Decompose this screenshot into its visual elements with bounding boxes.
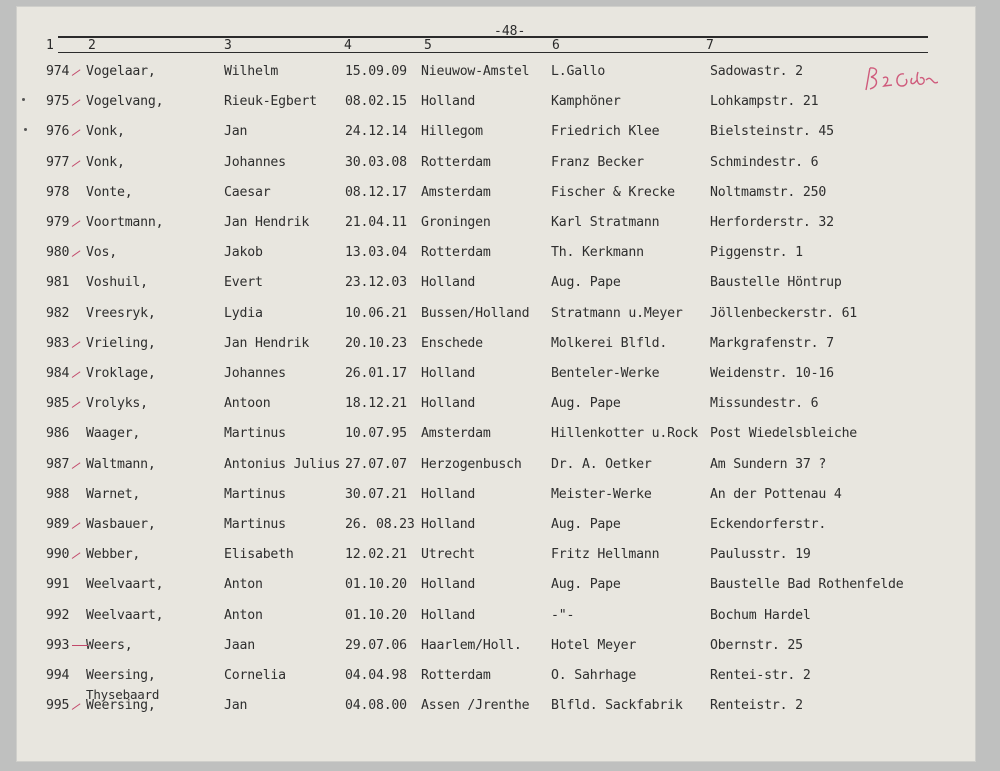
cell-employer: Aug. Pape [551, 396, 621, 412]
cell-birth-date: 12.02.21 [345, 547, 407, 563]
cell-given-name: Evert [224, 275, 263, 291]
cell-row-number: 989 [46, 517, 70, 532]
red-check-mark [72, 341, 81, 348]
cell-row-number: 978 [46, 184, 70, 200]
cell-surname-note: Thysebaard [86, 687, 160, 703]
table-row [16, 307, 976, 337]
cell-birth-date: 24.12.14 [345, 124, 407, 140]
cell-birth-date: 10.07.95 [345, 426, 407, 442]
cell-birthplace: Holland [421, 607, 476, 623]
cell-given-name: Wilhelm [224, 64, 279, 79]
cell-surname: Wasbauer, [86, 517, 156, 532]
cell-surname: Voortmann, [86, 215, 164, 230]
table-row [16, 276, 976, 306]
column-header-4: 4 [344, 38, 352, 53]
cell-surname: Vos, [86, 245, 117, 261]
cell-employer: Fritz Hellmann [551, 547, 660, 563]
table-row [16, 186, 976, 216]
cell-address: Baustelle Höntrup [710, 275, 842, 291]
cell-employer: Th. Kerkmann [551, 245, 644, 261]
cell-employer: Dr. A. Oetker [551, 456, 652, 472]
cell-surname: Voshuil, [86, 275, 148, 291]
table-row [16, 125, 976, 155]
cell-row-number: 979 [46, 215, 70, 230]
cell-row-number: 981 [46, 275, 70, 291]
cell-birth-date: 10.06.21 [345, 305, 407, 321]
cell-birthplace: Nieuwow-Amstel [421, 64, 530, 79]
cell-address: Weidenstr. 10-16 [710, 366, 834, 381]
cell-given-name: Martinus [224, 517, 286, 532]
cell-address: Bochum Hardel [710, 607, 811, 623]
cell-birthplace: Holland [421, 577, 476, 593]
cell-birthplace: Holland [421, 396, 476, 412]
cell-row-number: 974 [46, 64, 70, 79]
cell-surname: Vogelvang, [86, 94, 164, 110]
cell-birthplace: Holland [421, 275, 476, 291]
column-header-2: 2 [88, 38, 96, 53]
cell-given-name: Johannes [224, 366, 286, 381]
cell-surname: Vroklage, [86, 366, 156, 381]
cell-employer: -"- [551, 607, 575, 623]
cell-surname: Vrolyks, [86, 396, 148, 412]
cell-birth-date: 26.01.17 [345, 366, 407, 381]
red-check-mark [72, 704, 81, 711]
cell-employer: Aug. Pape [551, 577, 621, 593]
cell-employer: Molkerei Blfld. [551, 335, 668, 351]
cell-address: Jöllenbeckerstr. 61 [710, 305, 858, 321]
red-check-mark [72, 402, 81, 409]
cell-address: Am Sundern 37 ? [710, 456, 827, 472]
cell-birth-date: 27.07.07 [345, 456, 407, 472]
table-row [16, 397, 976, 427]
cell-address: Eckendorferstr. [710, 517, 827, 532]
document-sheet [16, 6, 976, 762]
cell-given-name: Jan Hendrik [224, 215, 310, 230]
red-check-mark [72, 462, 81, 469]
cell-given-name: Johannes [224, 154, 286, 170]
red-check-mark [72, 371, 81, 378]
cell-row-number: 988 [46, 486, 70, 502]
cell-given-name: Caesar [224, 184, 271, 200]
red-check-mark [72, 69, 81, 76]
cell-birthplace: Hillegom [421, 124, 483, 140]
cell-given-name: Jaan [224, 637, 255, 653]
cell-row-number: 982 [46, 305, 70, 321]
cell-birthplace: Holland [421, 94, 476, 110]
cell-surname: Weersing, [86, 668, 156, 683]
table-row [16, 669, 976, 699]
cell-address: Sadowastr. 2 [710, 64, 803, 79]
column-header-3: 3 [224, 38, 232, 53]
cell-birth-date: 15.09.09 [345, 64, 407, 79]
cell-address: Baustelle Bad Rothenfelde [710, 577, 904, 593]
cell-row-number: 990 [46, 547, 70, 563]
cell-employer: Fischer & Krecke [551, 184, 675, 200]
cell-row-number: 992 [46, 607, 70, 623]
cell-given-name: Antoon [224, 396, 271, 412]
cell-surname: Vonte, [86, 184, 133, 200]
table-row [16, 246, 976, 276]
cell-employer: Friedrich Klee [551, 124, 660, 140]
cell-address: Obernstr. 25 [710, 637, 803, 653]
table-row [16, 548, 976, 578]
column-header-5: 5 [424, 38, 432, 53]
cell-given-name: Jan [224, 698, 248, 714]
cell-surname: Vonk, [86, 154, 125, 170]
cell-surname: Waltmann, [86, 456, 156, 472]
cell-employer: Blfld. Sackfabrik [551, 698, 683, 714]
cell-birth-date: 01.10.20 [345, 607, 407, 623]
red-check-mark [72, 522, 81, 529]
cell-given-name: Antonius Julius [224, 456, 341, 472]
red-check-mark [72, 130, 81, 137]
cell-given-name: Cornelia [224, 668, 286, 683]
cell-row-number: 993 [46, 637, 70, 653]
table-row [16, 578, 976, 608]
column-header-7: 7 [706, 38, 714, 53]
cell-given-name: Jakob [224, 245, 263, 261]
cell-employer: Karl Stratmann [551, 215, 660, 230]
cell-surname: Vreesryk, [86, 305, 156, 321]
column-header-1: 1 [46, 38, 54, 53]
cell-row-number: 984 [46, 366, 70, 381]
cell-employer: Aug. Pape [551, 517, 621, 532]
cell-row-number: 995 [46, 698, 70, 714]
cell-surname: Warnet, [86, 486, 141, 502]
cell-surname: Weers, [86, 637, 133, 653]
cell-employer: Stratmann u.Meyer [551, 305, 683, 321]
table-row [16, 95, 976, 125]
table-row [16, 639, 976, 669]
cell-employer: Benteler-Werke [551, 366, 660, 381]
cell-given-name: Jan [224, 124, 248, 140]
cell-birth-date: 04.04.98 [345, 668, 407, 683]
table-row [16, 156, 976, 186]
cell-address: Schmindestr. 6 [710, 154, 819, 170]
cell-address: An der Pottenau 4 [710, 486, 842, 502]
cell-row-number: 983 [46, 335, 70, 351]
cell-employer: O. Sahrhage [551, 668, 637, 683]
cell-birth-date: 29.07.06 [345, 637, 407, 653]
cell-birth-date: 01.10.20 [345, 577, 407, 593]
cell-birth-date: 08.12.17 [345, 184, 407, 200]
cell-birth-date: 13.03.04 [345, 245, 407, 261]
cell-row-number: 976 [46, 124, 70, 140]
table-row [16, 609, 976, 639]
cell-given-name: Jan Hendrik [224, 335, 310, 351]
cell-birthplace: Rotterdam [421, 245, 491, 261]
cell-row-number: 987 [46, 456, 70, 472]
table-row [16, 65, 976, 95]
cell-birthplace: Utrecht [421, 547, 476, 563]
cell-address: Markgrafenstr. 7 [710, 335, 834, 351]
cell-surname: Vrieling, [86, 335, 156, 351]
cell-employer: Hotel Meyer [551, 637, 637, 653]
header-bottom-rule [58, 52, 928, 53]
red-dash-mark [72, 645, 88, 646]
cell-employer: Meister-Werke [551, 486, 652, 502]
table-row [16, 488, 976, 518]
cell-given-name: Anton [224, 607, 263, 623]
cell-birthplace: Holland [421, 366, 476, 381]
cell-birthplace: Amsterdam [421, 184, 491, 200]
cell-birth-date: 08.02.15 [345, 94, 407, 110]
cell-birthplace: Bussen/Holland [421, 305, 530, 321]
cell-surname: Weersing, [86, 698, 156, 714]
cell-birthplace: Rotterdam [421, 154, 491, 170]
cell-surname: Vogelaar, [86, 64, 156, 79]
cell-birth-date: 30.03.08 [345, 154, 407, 170]
cell-address: Noltmamstr. 250 [710, 184, 827, 200]
table-row [16, 458, 976, 488]
cell-birthplace: Haarlem/Holl. [421, 637, 522, 653]
cell-birthplace: Enschede [421, 335, 483, 351]
cell-employer: L.Gallo [551, 64, 606, 79]
cell-birth-date: 30.07.21 [345, 486, 407, 502]
cell-birth-date: 18.12.21 [345, 396, 407, 412]
table-row [16, 337, 976, 367]
cell-given-name: Lydia [224, 305, 263, 321]
cell-employer: Franz Becker [551, 154, 644, 170]
cell-given-name: Rieuk-Egbert [224, 94, 317, 110]
cell-address: Renteistr. 2 [710, 698, 803, 714]
cell-birth-date: 20.10.23 [345, 335, 407, 351]
cell-surname: Webber, [86, 547, 141, 563]
header-top-rule [58, 36, 928, 38]
cell-surname: Waager, [86, 426, 141, 442]
cell-given-name: Elisabeth [224, 547, 294, 563]
cell-row-number: 977 [46, 154, 70, 170]
cell-surname: Weelvaart, [86, 607, 164, 623]
cell-row-number: 975 [46, 94, 70, 110]
cell-employer: Aug. Pape [551, 275, 621, 291]
cell-birth-date: 21.04.11 [345, 215, 407, 230]
cell-address: Piggenstr. 1 [710, 245, 803, 261]
cell-row-number: 985 [46, 396, 70, 412]
cell-row-number: 986 [46, 426, 70, 442]
cell-birthplace: Assen /Jrenthe [421, 698, 530, 714]
cell-employer: Kamphöner [551, 94, 621, 110]
red-check-mark [72, 160, 81, 167]
table-row [16, 427, 976, 457]
cell-birthplace: Groningen [421, 215, 491, 230]
cell-row-number: 991 [46, 577, 70, 593]
cell-surname: Weelvaart, [86, 577, 164, 593]
cell-birthplace: Holland [421, 517, 476, 532]
cell-birthplace: Herzogenbusch [421, 456, 522, 472]
red-check-mark [72, 251, 81, 258]
cell-address: Lohkampstr. 21 [710, 94, 819, 110]
page-number: -48- [494, 24, 526, 39]
cell-birth-date: 04.08.00 [345, 698, 407, 714]
red-check-mark [72, 100, 81, 107]
cell-birthplace: Holland [421, 486, 476, 502]
cell-birthplace: Rotterdam [421, 668, 491, 683]
cell-address: Bielsteinstr. 45 [710, 124, 834, 140]
cell-address: Rentei-str. 2 [710, 668, 811, 683]
cell-given-name: Martinus [224, 486, 286, 502]
table-row [16, 216, 976, 246]
cell-surname: Vonk, [86, 124, 125, 140]
red-check-mark [72, 220, 81, 227]
cell-row-number: 980 [46, 245, 70, 261]
cell-employer: Hillenkotter u.Rock [551, 426, 699, 442]
red-check-mark [72, 553, 81, 560]
cell-address: Herforderstr. 32 [710, 215, 834, 230]
table-row [16, 687, 976, 729]
cell-address: Post Wiedelsbleiche [710, 426, 858, 442]
cell-address: Paulusstr. 19 [710, 547, 811, 563]
cell-row-number: 994 [46, 668, 70, 683]
cell-address: Missundestr. 6 [710, 396, 819, 412]
cell-birthplace: Amsterdam [421, 426, 491, 442]
cell-given-name: Martinus [224, 426, 286, 442]
cell-birth-date: 26. 08.23 [345, 517, 415, 532]
table-row [16, 367, 976, 397]
cell-birth-date: 23.12.03 [345, 275, 407, 291]
cell-given-name: Anton [224, 577, 263, 593]
table-row [16, 518, 976, 548]
column-header-6: 6 [552, 38, 560, 53]
